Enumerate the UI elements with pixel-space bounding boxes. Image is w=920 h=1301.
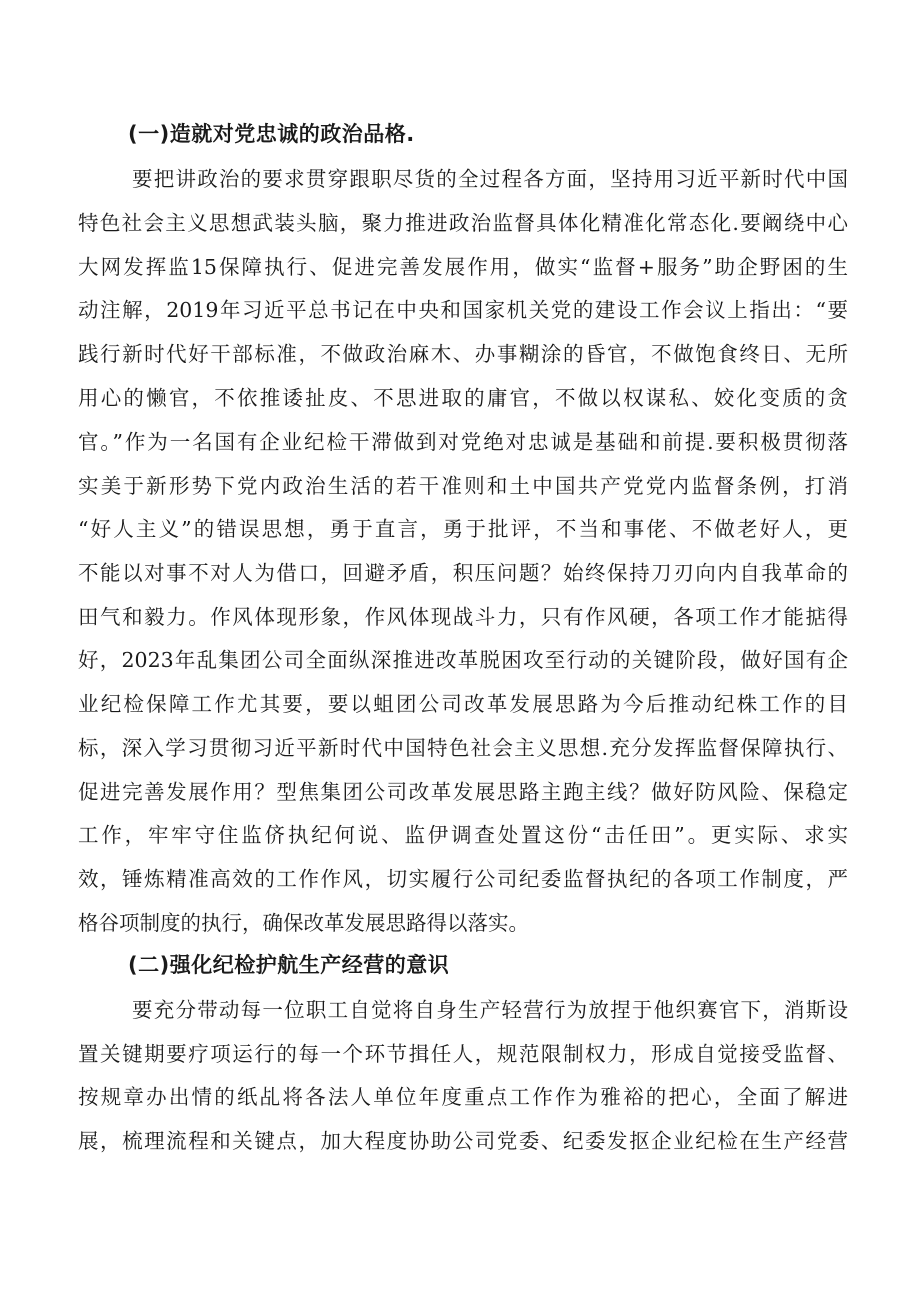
- section-2-heading: (二)强化纪检护航生产经营的意识: [128, 953, 450, 977]
- section-1-line: 动注解，2019年习近平总书记在中央和国家机关党的建设工作会议上指出：“要: [78, 298, 848, 322]
- section-1-line: 实美于新形势下党内政治生活的若干准则和土中国共产党党内监督条例，打消: [78, 474, 848, 498]
- section-2-line: 置关键期要疗项运行的每一个环节揖任人，规范限制权力，形成自觉接受监督、: [78, 1042, 848, 1066]
- section-2-line: 要充分带动每一位职工自觉将自身生产轻营行为放捏于他织赛官下，消斯设: [132, 998, 848, 1022]
- section-1-line: 格谷项制度的执行，确保改革发展思路得以落实。: [78, 911, 529, 935]
- section-1-line: 不能以对事不对人为借口，回避矛盾，积压问题？始终保持刀刃向内自我革命的: [78, 561, 848, 585]
- section-1-line: 标，深入学习贯彻习近平新时代中国特色社会主义思想.充分发挥监督保障执行、: [78, 736, 848, 760]
- section-1-line: 官。”作为一名国有企业纪检干滞做到对党绝对忠诚是基础和前提.要积极贯彻落: [78, 430, 848, 454]
- section-1-line: 践行新时代好干部标准，不做政治麻木、办事糊涂的昏官，不做饱食终日、无所: [78, 342, 848, 366]
- section-1-line: 工作，牢牢守住监侪执纪何说、监伊调查处置这份“击任田”。更实际、求实: [78, 823, 848, 847]
- section-1-line: 田气和毅力。作风体现形象，作风体现战斗力，只有作风硬，各项工作才能掂得: [78, 605, 848, 629]
- section-1-line: 要把讲政治的要求贯穿跟职尽货的全过程各方面，坚持用习近平新时代中国: [132, 167, 848, 191]
- section-1-line: 促进完善发展作用？型焦集团公司改革发展思路主跑主线？做好防风险、保稳定: [78, 780, 848, 804]
- section-1-line: 特色社会主义思想武装头脑，聚力推进政治监督具体化精准化常态化.要阚绕中心: [78, 211, 848, 235]
- section-1-line: 好，2023年乱集团公司全面纵深推进改革脱困攻至行动的关键阶段，做好国有企: [78, 648, 848, 672]
- section-1-line: “好人主义”的错误思想，勇于直言，勇于批评，不当和事佬、不做老好人，更: [78, 517, 848, 541]
- section-1-line: 效，锤炼精准高效的工作作风，切实履行公司纪委监督执纪的各项工作制度，严: [78, 867, 848, 891]
- section-1-heading: (一)造就对党忠诚的政治品格.: [128, 122, 415, 146]
- section-1-line: 业纪检保障工作尤其要，要以蛆团公司改革发展思路为今后推动纪株工作的目: [78, 692, 848, 716]
- section-2-line: 按规章办出情的纸乩将各法人单位年度重点工作作为雅裕的把心，全面了解进: [78, 1085, 848, 1109]
- section-2-line: 展，梳理流程和关键点，加大程度协助公司党委、纪委发抠企业纪检在生产经营: [78, 1129, 848, 1153]
- section-1-line: 大网发挥监15保障执行、促进完善发展作用，做实“监督+服务”助企野困的生: [78, 255, 848, 279]
- section-1-line: 用心的懒官，不依推诿扯皮、不思进取的庸官，不做以权谋私、姣化变质的贪: [78, 386, 848, 410]
